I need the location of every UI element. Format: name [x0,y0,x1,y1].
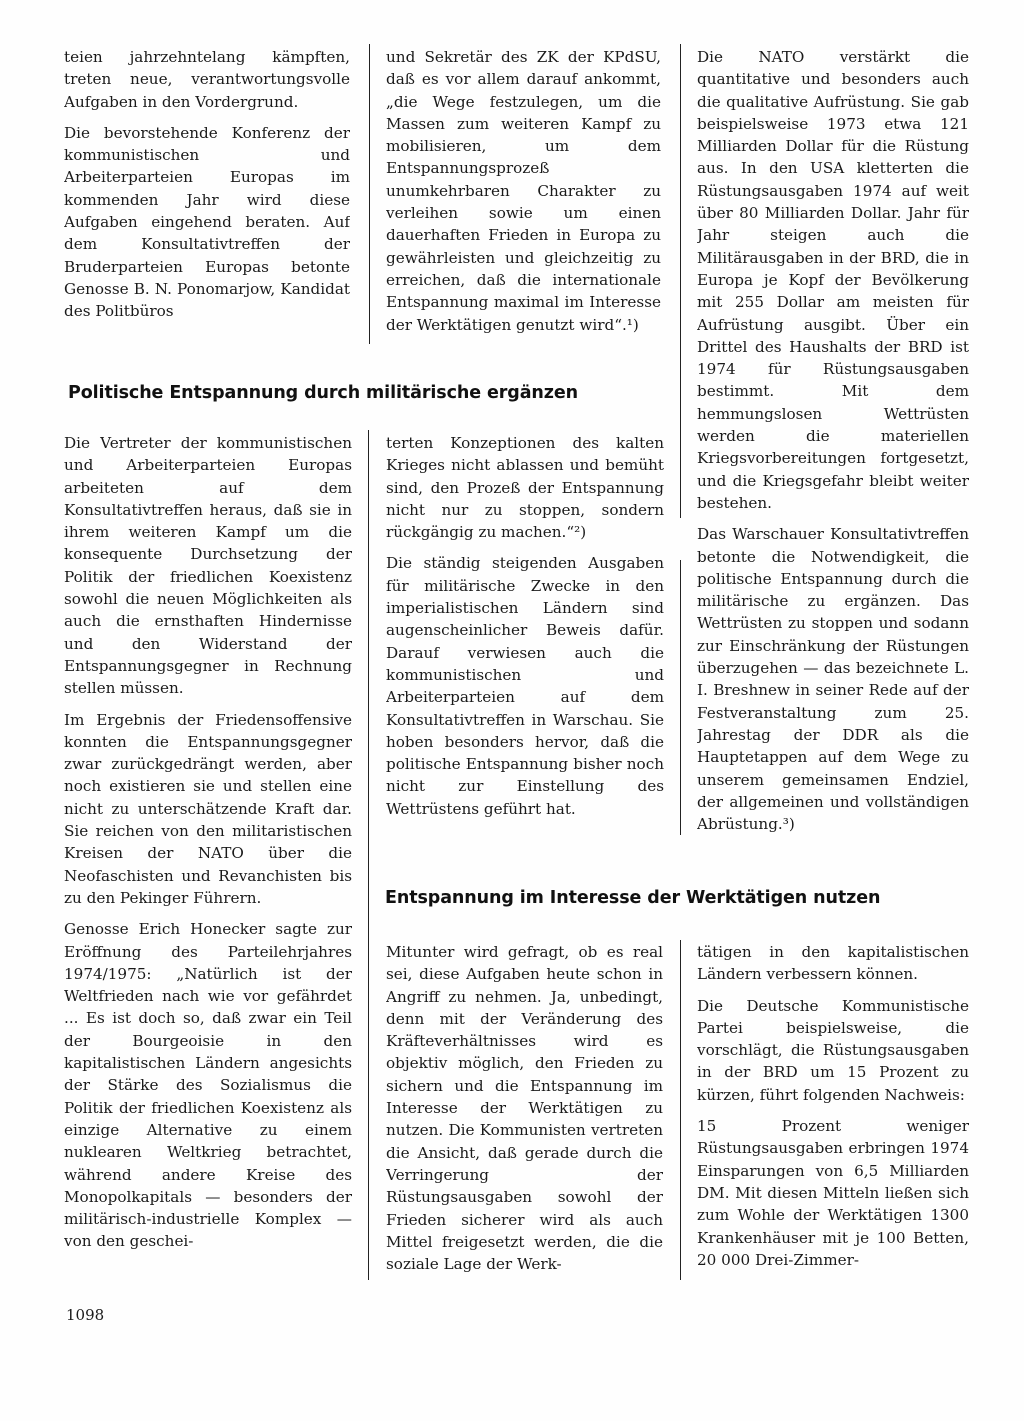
paragraph: Die bevorstehende Konferenz der kommunistischen und Arbeiterparteien Europas im kommenden Jahr wird diese Aufgaben eingehend beraten. Auf dem Konsultativtreffen der Bruderparteien Europas betonte Genosse B. N. Ponomarjow, Kandidat des Politbüros [64,123,350,321]
section2-column-3 [697,941,969,1321]
page-number: 1098 [66,1306,105,1324]
paragraph: Genosse Erich Honecker sagte zur Eröffnung des Parteilehrjahres 1974/1975: „Natürlich ist der Weltfrieden nach wie vor gefährdet ... Es ist doch so, daß zwar ein Teil der Bourgeoisie in den kapitalistischen Ländern angesichts der Stärke des Sozialismus die Politik der friedlichen Koexistenz als einzige Alternative zu einem nuklearen Weltkrieg betrachtet, während andere Kreise des Monopolkapitals — besonders der militärisch-industrielle Komplex — von den geschei- [64,920,352,1251]
top-column-1 [64,46,350,346]
paragraph: teien jahrzehntelang kämpften, treten neue, verantwortungsvolle Aufgaben in den Vordergrund. [64,48,350,111]
column-rule [680,940,681,1280]
section-heading: Politische Entspannung durch militärische ergänzen [68,383,578,403]
paragraph: Mitunter wird gefragt, ob es real sei, diese Aufgaben heute schon in Angriff zu nehmen. Ja, unbedingt, denn mit der Veränderung des Kräfteverhältnisses wird es objektiv möglich, den Frieden zu sichern und die Entspannung im Interesse der Werktätigen zu nutzen. Die Kommunisten vertreten die Ansicht, daß gerade durch die Verringerung der Rüstungsausgaben sowohl der Frieden sicherer wird als auch Mittel freigesetzt werden, die die soziale Lage der Werk- [386,943,663,1274]
column-rule [369,44,370,344]
paragraph: terten Konzeptionen des kalten Krieges nicht ablassen und bemüht sind, den Prozeß der Entspannung nicht nur zu stoppen, sondern rückgängig zu machen.“²) [386,434,664,542]
paragraph: und Sekretär des ZK der KPdSU, daß es vor allem darauf ankommt, „die Wege festzulegen, um die Massen zum weiteren Kampf zu mobilisieren, um dem Entspannungsprozeß unumkehrbaren Charakter zu verleihen sowie um einen dauerhaften Frieden in Europa zu gewährleisten und gleichzeitig zu erreichen, daß die internationale Entspannung maximal im Interesse der Werktätigen genutzt wird“.¹) [386,48,661,334]
column-rule [680,560,681,835]
paragraph: 15 Prozent weniger Rüstungsausgaben erbringen 1974 Einsparungen von 6,5 Milliarden DM. Mit diesen Mitteln ließen sich zum Wohle der Werktätigen 1300 Krankenhäuser mit je 100 Betten, 20 000 Drei-Zimmer- [697,1117,969,1269]
paragraph: Die ständig steigenden Ausgaben für militärische Zwecke in den imperialistischen Ländern sind augenscheinlicher Beweis dafür. Darauf verwiesen auch die kommunistischen und Arbeiterparteien auf dem Konsultativtreffen in Warschau. Sie hoben besonders hervor, daß die politische Entspannung bisher noch nicht zur Einstellung des Wettrüstens geführt hat. [386,554,664,818]
top-column-2 [386,46,661,346]
column-rule [368,430,369,1280]
right-column [697,46,969,846]
section-heading: Entspannung im Interesse der Werktätigen nutzen [385,888,881,908]
paragraph: Das Warschauer Konsultativtreffen betonte die Notwendigkeit, die politische Entspannung durch die militärische zu ergänzen. Das Wettrüsten zu stoppen und sodann zur Einschränkung der Rüstungen überzugehen — das bezeichnete L. I. Breshnew in seiner Rede auf der Festveranstaltung zum 25. Jahrestag der DDR als die Hauptetappen auf dem Wege zu unserem gemeinsamen Endziel, der allgemeinen und vollständigen Abrüstung.³) [697,525,969,834]
paragraph: Die Vertreter der kommunistischen und Arbeiterparteien Europas arbeiteten auf dem Konsultativtreffen heraus, daß sie in ihrem weiteren Kampf um die konsequente Durchsetzung der Politik der friedlichen Koexistenz sowohl die neuen Möglichkeiten als auch die ernsthaften Hindernisse und den Widerstand der Entspannungsgegner in Rechnung stellen müssen. [64,434,352,698]
section1-column-1 [64,432,352,1317]
section1-column-2 [386,432,664,842]
paragraph: tätigen in den kapitalistischen Ländern verbessern können. [697,943,969,984]
section2-column-2 [386,941,663,1321]
column-rule [680,44,681,518]
paragraph: Im Ergebnis der Friedensoffensive konnten die Entspannungsgegner zwar zurückgedrängt werden, aber noch existieren sie und stellen eine nicht zu unterschätzende Kraft dar. Sie reichen von den militaristischen Kreisen der NATO über die Neofaschisten und Revanchisten bis zu den Pekinger Führern. [64,710,352,907]
paragraph: Die NATO verstärkt die quantitative und besonders auch die qualitative Aufrüstung. Sie gab beispielsweise 1973 etwa 121 Milliarden Dollar für die Rüstung aus. In den USA kletterten die Rüstungsausgaben 1974 auf weit über 80 Milliarden Dollar. Jahr für Jahr steigen auch die Militärausgaben in der BRD, die in Europa je Kopf der Bevölkerung mit 255 Dollar am meisten für Aufrüstung ausgibt. Über ein Drittel des Haushalts der BRD ist 1974 für Rüstungsausgaben bestimmt. Mit dem hemmungslosen Wettrüsten werden die materiellen Kriegsvorbereitungen fortgesetzt, und die Kriegsgefahr bleibt weiter bestehen. [697,48,969,512]
paragraph: Die Deutsche Kommunistische Partei beispielsweise, die vorschlägt, die Rüstungsausgaben in der BRD um 15 Prozent zu kürzen, führt folgenden Nachweis: [697,996,969,1104]
